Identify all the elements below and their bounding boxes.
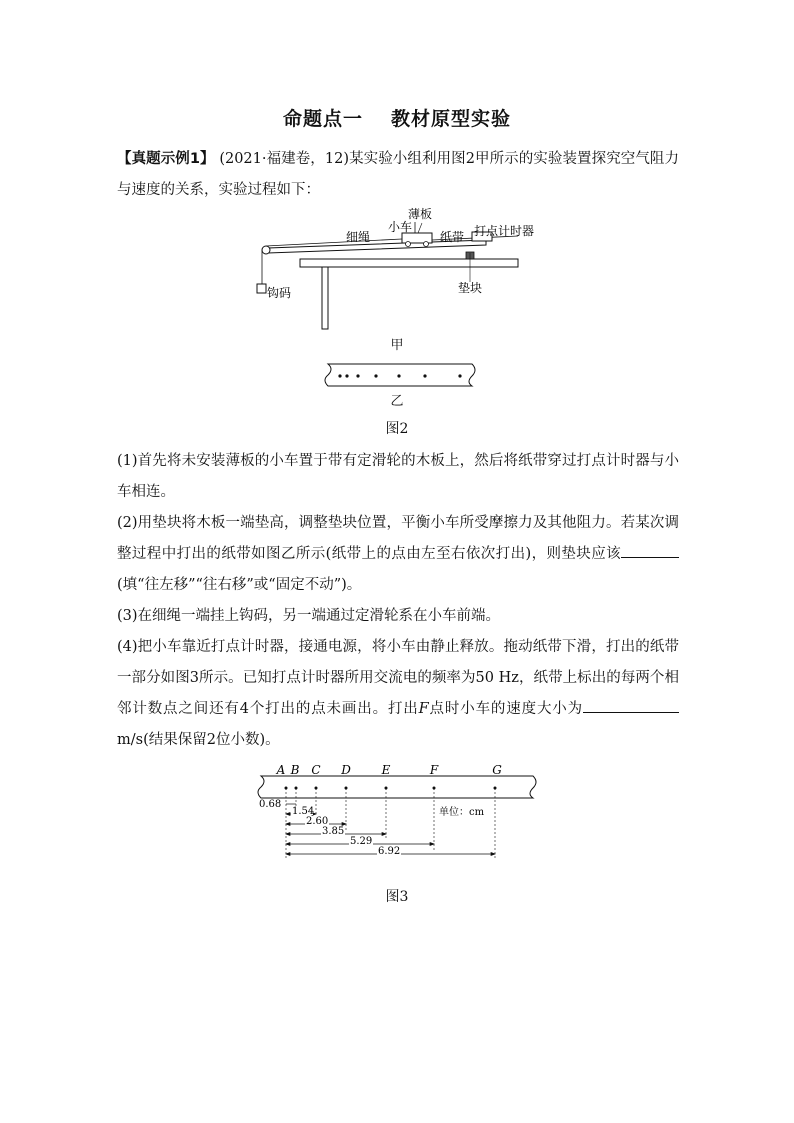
point-label-f: F	[429, 763, 439, 777]
figure-3-caption: 图3	[385, 889, 409, 905]
label-string: 细绳	[346, 230, 371, 244]
example-tag: 【真题示例1】	[117, 151, 215, 167]
step-1: (1)首先将未安装薄板的小车置于带有定滑轮的木板上，然后将纸带穿过打点计时器与小车相连。	[117, 453, 679, 500]
step-2-text-b: (填“往左移”“往右移”或“固定不动”)。	[117, 577, 362, 593]
point-label-d: D	[341, 763, 351, 777]
distance-ac: 1.54	[292, 806, 315, 817]
step-2	[117, 508, 679, 601]
title-part-2: 教材原型实验	[391, 108, 512, 130]
step-4-var: F	[418, 701, 429, 717]
distance-af: 5.29	[350, 836, 373, 847]
weight-block	[257, 284, 266, 293]
figure-2b-sublabel: 乙	[390, 394, 404, 409]
label-timer: 打点计时器	[474, 224, 535, 238]
table-leg	[322, 267, 328, 329]
cart	[402, 233, 432, 243]
step-4-text-c: m/s(结果保留2位小数)。	[117, 732, 280, 748]
label-weight: 钩码	[267, 286, 292, 300]
tape-dot	[356, 374, 359, 377]
tape-dot	[423, 374, 426, 377]
example-source: (2021·福建卷，12)	[219, 151, 349, 167]
pulley	[262, 246, 270, 254]
table-top	[300, 259, 518, 267]
distance-ae: 3.85	[322, 826, 345, 837]
step-2-text-a: (2)用垫块将木板一端垫高，调整垫块位置，平衡小车所受摩擦力及其他阻力。若某次调整过程中打出的纸带如图乙所示(纸带上的点由左至右依次打出)，则垫块应该	[117, 515, 679, 562]
distance-ab: 0.68	[259, 799, 282, 810]
tape-dot	[458, 374, 461, 377]
figure-2a-apparatus	[250, 204, 550, 336]
answer-blank-2[interactable]	[583, 697, 679, 713]
distance-ag: 6.92	[378, 846, 401, 857]
point-label-a: A	[276, 763, 286, 777]
title-part-1: 命题点一	[282, 108, 363, 130]
example-intro-text: 某实验小组利用图2甲所示的实验装置探究空气阻力与速度的关系，实验过程如下：	[117, 151, 680, 198]
figure-3-tape	[255, 762, 545, 874]
tape-dot	[374, 374, 377, 377]
point-label-b: B	[290, 763, 300, 777]
point-label-c: C	[311, 763, 321, 777]
label-pad: 垫块	[458, 281, 483, 295]
figure-2b-tape	[320, 360, 480, 390]
step-4-text-a: (4)把小车靠近打点计时器，接通电源，将小车由静止释放。拖动纸带下滑，打出的纸带一部分如图3所示。已知打点计时器所用交流电的频率为50 Hz，纸带上标出的每两个相邻计数点之间还有4个打出的点未画出。打出	[117, 639, 679, 717]
section-title	[0, 104, 794, 131]
figure-2-caption: 图2	[385, 421, 409, 437]
figure-2a-sublabel: 甲	[390, 338, 404, 353]
distance-ad: 2.60	[306, 816, 329, 827]
point-label-e: E	[381, 763, 391, 777]
point-label-g: G	[492, 763, 502, 777]
step-4	[117, 632, 679, 756]
label-tape: 纸带	[440, 230, 465, 244]
step-3: (3)在细绳一端挂上钩码，另一端通过定滑轮系在小车前端。	[117, 608, 501, 624]
label-cart: 小车	[388, 220, 413, 234]
unit-label: 单位：cm	[439, 807, 485, 818]
tape-dot	[338, 374, 341, 377]
example-intro	[117, 144, 679, 206]
cart-wheel	[424, 242, 429, 247]
step-4-text-b: 点时小车的速度大小为	[428, 701, 584, 717]
tape-dot	[397, 374, 400, 377]
cart-wheel	[406, 242, 411, 247]
answer-blank-1[interactable]	[621, 542, 679, 558]
label-thin-board: 薄板	[408, 207, 433, 221]
tape-dot	[345, 374, 348, 377]
